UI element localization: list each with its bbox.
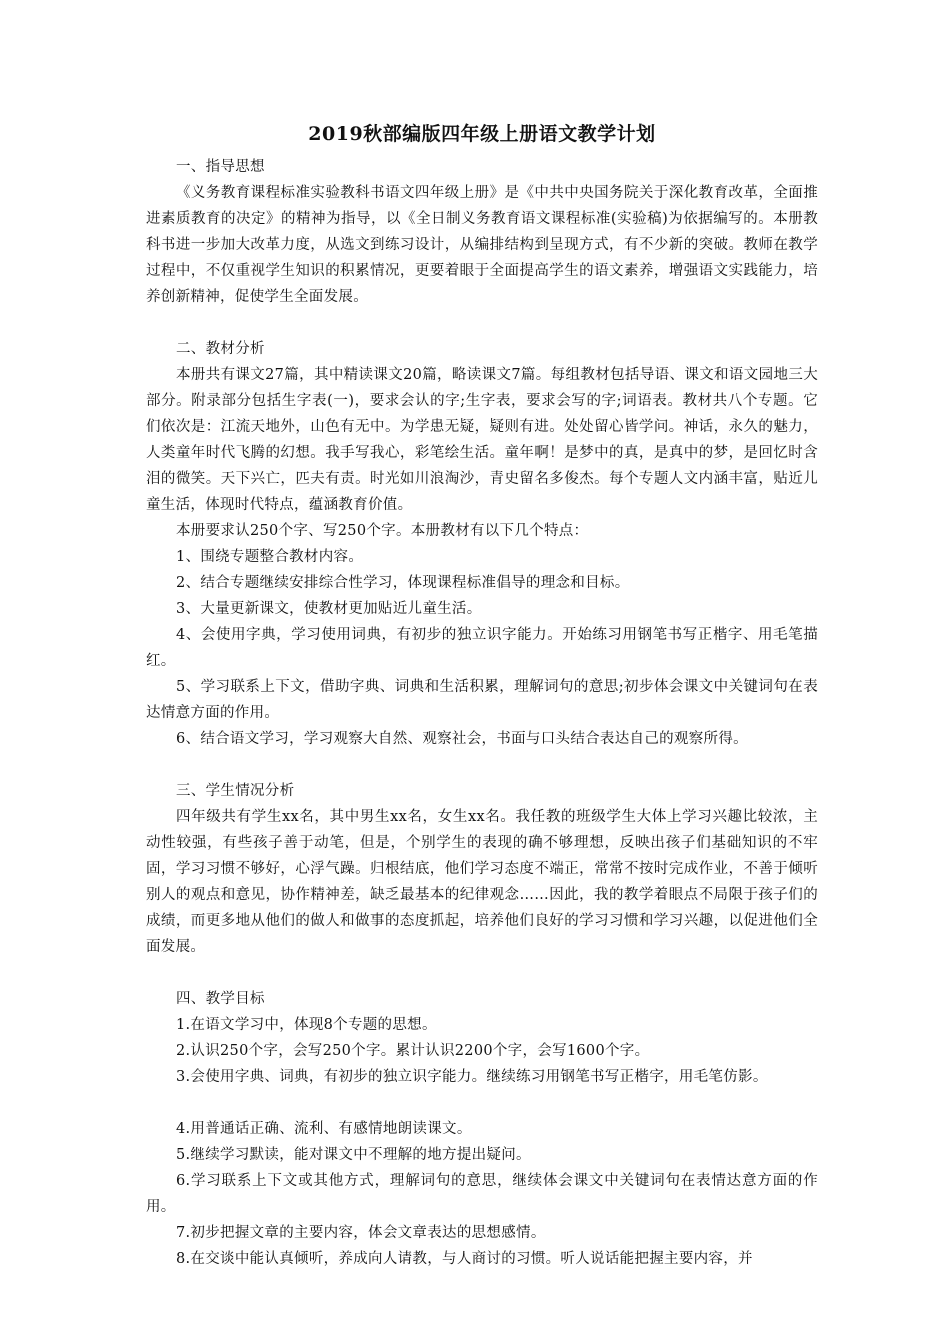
paragraph: 本册要求认250个字、写250个字。本册教材有以下几个特点： (176, 523, 589, 539)
list-item: 2.认识250个字，会写250个字。累计认识2200个字，会写1600个字。 (176, 1043, 650, 1059)
spacer (146, 1090, 818, 1116)
list-item: 5、学习联系上下文，借助字典、词典和生活积累，理解词句的意思;初步体会课文中关键词句在表达情意方面的作用。 (146, 679, 818, 721)
list-item: 6、结合语文学习，学习观察大自然、观察社会，书面与口头结合表达自己的观察所得。 (176, 731, 748, 747)
section-heading-guiding-thought: 一、指导思想 (176, 159, 265, 175)
paragraph: 本册共有课文27篇，其中精读课文20篇，略读课文7篇。每组教材包括导语、课文和语文园地三大部分。附录部分包括生字表(一)，要求会认的字;生字表，要求会写的字;词语表。教材共八个专题。它们依次是：江流天地外，山色有无中。为学患无疑，疑则有进。处处留心皆学问。神话，永久的魅力，人类童年时代飞腾的幻想。我手写我心，彩笔绘生活。童年啊！是梦中的真，是真中的梦，是回忆时含泪的微笑。天下兴亡，匹夫有责。时光如川浪淘沙，青史留名多俊杰。每个专题人文内涵丰富，贴近儿童生活，体现时代特点，蕴涵教育价值。 (146, 367, 818, 513)
section-heading-teaching-goals: 四、教学目标 (176, 991, 265, 1007)
list-item: 4、会使用字典，学习使用词典，有初步的独立识字能力。开始练习用钢笔书写正楷字、用毛笔描红。 (146, 627, 818, 669)
spacer (146, 752, 818, 778)
paragraph: 《义务教育课程标准实验教科书语文四年级上册》是《中共中央国务院关于深化教育改革，全面推进素质教育的决定》的精神为指导，以《全日制义务教育语文课程标准(实验稿)为依据编写的。本册教科书进一步加大改革力度，从选文到练习设计，从编排结构到呈现方式，有不少新的突破。教师在教学过程中，不仅重视学生知识的积累情况，更要着眼于全面提高学生的语文素养，增强语文实践能力，培养创新精神，促使学生全面发展。 (146, 185, 818, 305)
spacer (146, 310, 818, 336)
list-item: 1、围绕专题整合教材内容。 (176, 549, 364, 565)
list-item: 5.继续学习默读，能对课文中不理解的地方提出疑问。 (176, 1147, 531, 1163)
list-item: 7.初步把握文章的主要内容，体会文章表达的思想感情。 (176, 1225, 546, 1241)
list-item: 8.在交谈中能认真倾听，养成向人请教，与人商讨的习惯。听人说话能把握主要内容，并 (176, 1251, 753, 1267)
section-heading-student-analysis: 三、学生情况分析 (176, 783, 295, 799)
list-item: 3.会使用字典、词典，有初步的独立识字能力。继续练习用钢笔书写正楷字，用毛笔仿影。 (176, 1069, 768, 1085)
section-heading-textbook-analysis: 二、教材分析 (176, 341, 265, 357)
paragraph: 四年级共有学生xx名，其中男生xx名，女生xx名。我任教的班级学生大体上学习兴趣比较浓，主动性较强，有些孩子善于动笔，但是，个别学生的表现的确不够理想，反映出孩子们基础知识的不牢固，学习习惯不够好，心浮气躁。归根结底，他们学习态度不端正，常常不按时完成作业，不善于倾听别人的观点和意见，协作精神差，缺乏最基本的纪律观念……因此，我的教学着眼点不局限于孩子们的成绩，而更多地从他们的做人和做事的态度抓起，培养他们良好的学习习惯和学习兴趣，以促进他们全面发展。 (146, 809, 818, 955)
list-item: 1.在语文学习中，体现8个专题的思想。 (176, 1017, 437, 1033)
spacer (146, 960, 818, 986)
list-item: 2、结合专题继续安排综合性学习，体现课程标准倡导的理念和目标。 (176, 575, 630, 591)
list-item: 3、大量更新课文，使教材更加贴近儿童生活。 (176, 601, 482, 617)
list-item: 6.学习联系上下文或其他方式，理解词句的意思，继续体会课文中关键词句在表情达意方面的作用。 (146, 1173, 818, 1215)
document-title: 2019秋部编版四年级上册语文教学计划 (308, 123, 656, 145)
document-page (146, 120, 818, 1272)
list-item: 4.用普通话正确、流利、有感情地朗读课文。 (176, 1121, 472, 1137)
